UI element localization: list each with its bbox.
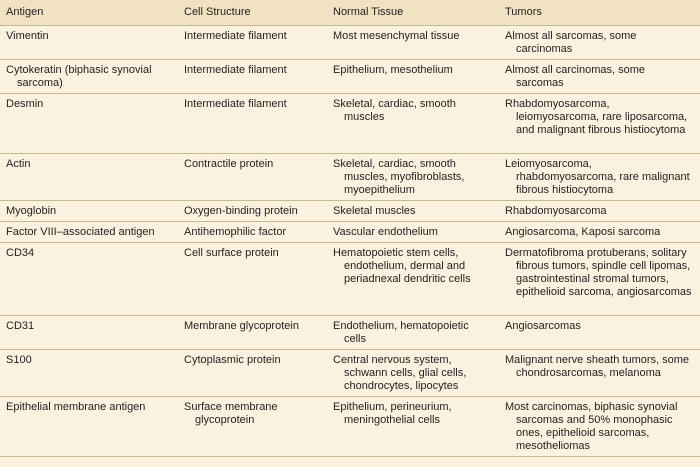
normal-tissue-cell: Endothelium, hematopoietic cells — [327, 315, 499, 349]
tumors-cell: Almost all carcinomas, some sarcomas — [499, 59, 700, 93]
header-cell-structure: Cell Structure — [178, 0, 327, 25]
antigen-cell: Cytokeratin (biphasic synovial sarcoma) — [0, 59, 178, 93]
table-row — [0, 25, 700, 59]
normal-tissue-cell: Skeletal muscles — [327, 200, 499, 221]
antigen-cell: S100 — [0, 349, 178, 396]
antigen-cell: Factor VIII–associated antigen — [0, 221, 178, 242]
normal-tissue-cell: Central nervous system, schwann cells, glial cells, chondrocytes, lipocytes — [327, 349, 499, 396]
antigen-cell: Myoglobin — [0, 200, 178, 221]
antigen-cell: Desmin — [0, 93, 178, 153]
normal-tissue-cell: Skeletal, cardiac, smooth muscles, myofibroblasts, myoepithelium — [327, 153, 499, 200]
cell-structure-cell: Cytoplasmic protein — [178, 349, 327, 396]
cell-structure-cell: Oxygen-binding protein — [178, 200, 327, 221]
antigen-cell: Actin — [0, 153, 178, 200]
cell-structure-cell: Cell surface protein — [178, 242, 327, 315]
normal-tissue-cell: Epithelium, mesothelium — [327, 59, 499, 93]
tumors-cell: Rhabdomyosarcoma, leiomyosarcoma, rare liposarcoma, and malignant fibrous histiocytoma — [499, 93, 700, 153]
tumors-cell: Malignant nerve sheath tumors, some chondrosarcomas, melanoma — [499, 349, 700, 396]
normal-tissue-cell: Hematopoietic stem cells, endothelium, dermal and periadnexal dendritic cells — [327, 242, 499, 315]
table-row — [0, 153, 700, 200]
tumors-cell: Angiosarcomas — [499, 315, 700, 349]
normal-tissue-cell: Vascular endothelium — [327, 221, 499, 242]
cell-structure-cell: Intermediate filament — [178, 93, 327, 153]
tumors-cell: Leiomyosarcoma, rhabdomyosarcoma, rare malignant fibrous histiocytoma — [499, 153, 700, 200]
header-row — [0, 0, 700, 25]
antigen-cell: Epithelial membrane antigen — [0, 396, 178, 456]
cell-structure-cell: Contractile protein — [178, 153, 327, 200]
tumors-cell: Almost all sarcomas, some carcinomas — [499, 25, 700, 59]
header-tumors: Tumors — [499, 0, 700, 25]
cell-structure-cell: Antihemophilic factor — [178, 221, 327, 242]
table-row — [0, 59, 700, 93]
table-row — [0, 93, 700, 153]
normal-tissue-cell: Epithelium, perineurium, meningothelial cells — [327, 396, 499, 456]
antigen-cell: CD34 — [0, 242, 178, 315]
table-row — [0, 315, 700, 349]
table-row — [0, 221, 700, 242]
cell-structure-cell: Intermediate filament — [178, 25, 327, 59]
antigen-cell: Vimentin — [0, 25, 178, 59]
normal-tissue-cell: Most mesenchymal tissue — [327, 25, 499, 59]
tumors-cell: Rhabdomyosarcoma — [499, 200, 700, 221]
tumors-cell: Most carcinomas, biphasic synovial sarcomas and 50% monophasic ones, epithelioid sarcomas, mesotheliomas — [499, 396, 700, 456]
cell-structure-cell: Surface membrane glycoprotein — [178, 396, 327, 456]
antigen-cell: CD31 — [0, 315, 178, 349]
table-row — [0, 349, 700, 396]
header-normal-tissue: Normal Tissue — [327, 0, 499, 25]
cell-structure-cell: Intermediate filament — [178, 59, 327, 93]
header-antigen: Antigen — [0, 0, 178, 25]
cell-structure-cell: Membrane glycoprotein — [178, 315, 327, 349]
normal-tissue-cell: Skeletal, cardiac, smooth muscles — [327, 93, 499, 153]
table-row — [0, 396, 700, 456]
table-row — [0, 242, 700, 315]
table-row — [0, 200, 700, 221]
tumors-cell: Angiosarcoma, Kaposi sarcoma — [499, 221, 700, 242]
tumors-cell: Dermatofibroma protuberans, solitary fibrous tumors, spindle cell lipomas, gastrointestinal stromal tumors, epithelioid sarcoma, angiosarcomas — [499, 242, 700, 315]
